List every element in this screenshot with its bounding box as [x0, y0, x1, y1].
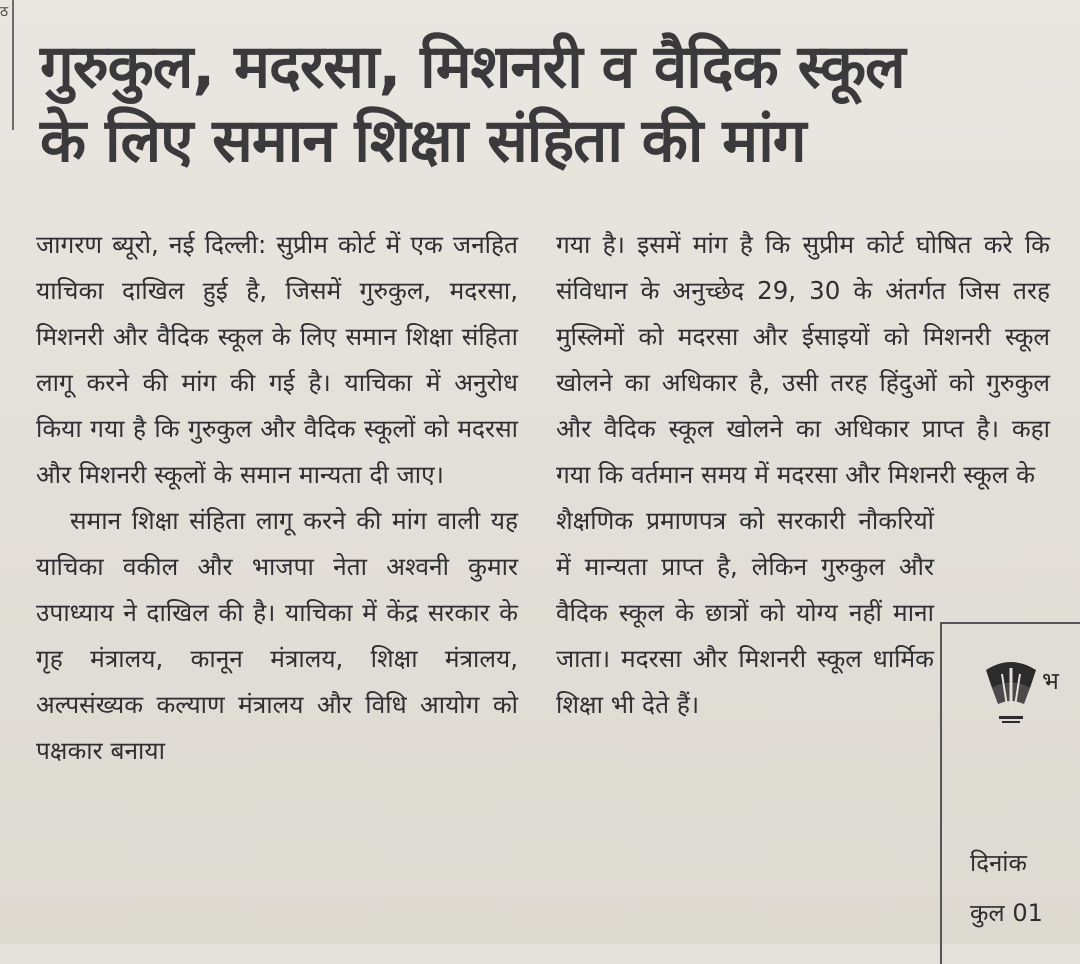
- date-label: दिनांक: [970, 849, 1027, 877]
- kul-label: कुल 01: [970, 899, 1043, 927]
- column-rule: [12, 0, 14, 130]
- headline-line-2: के लिए समान शिक्षा संहिता की मांग: [40, 106, 806, 176]
- article-paragraph-1: जागरण ब्यूरो, नई दिल्ली: सुप्रीम कोर्ट में एक जनहित याचिका दाखिल हुई है, जिसमें गुरुकुल, मदरसा, मिशनरी और वैदिक स्कूल के लिए समान शिक्षा संहिता लागू करने की मांग की गई है। याचिका में अनुरोध किया गया है कि गुरुकुल और वैदिक स्कूलों को मदरसा और मिशनरी स्कूलों के समान मान्यता दी जाए।: [36, 230, 518, 489]
- logo-caption: भ: [1042, 667, 1059, 695]
- article-paragraph-2: समान शिक्षा संहिता लागू करने की मांग वाली यह याचिका वकील और भाजपा नेता अश्वनी कुमार उपाध्याय ने दाखिल की है। याचिका में केंद्र सरकार के गृह मंत्रालय, कानून मंत्रालय, शिक्षा मंत्रालय, अल्पसंख्यक कल्याण मंत्रालय और विधि आयोग को पक्षकार बनाया: [36, 506, 518, 765]
- article-paragraph-3: गया है। इसमें मांग है कि सुप्रीम कोर्ट घोषित करे कि संविधान के अनुच्छेद 29, 30 के अंतर्गत जिस तरह मुस्लिमों को मदरसा और ईसाइयों को मिशनरी स्कूल खोलने का अधिकार है, उसी तरह हिंदुओं को गुरुकुल और वैदिक स्कूल खोलने का अधिकार प्राप्त है। कहा गया कि वर्तमान समय में मदरसा और मिशनरी स्कूल के: [556, 230, 1050, 489]
- article-column-left: [36, 222, 518, 774]
- article-paragraph-4: शैक्षणिक प्रमाणपत्र को सरकारी नौकरियों में मान्यता प्राप्त है, लेकिन गुरुकुल और वैदिक स्कूल के छात्रों को योग्य नहीं माना जाता। मदरसा और मिशनरी स्कूल धार्मिक शिक्षा भी देते हैं।: [556, 506, 934, 719]
- emblem-logo-icon: [980, 658, 1042, 728]
- headline: [40, 30, 1050, 178]
- edge-mark: ठ: [0, 4, 9, 20]
- headline-line-1: गुरुकुल, मदरसा, मिशनरी व वैदिक स्कूल: [40, 32, 905, 102]
